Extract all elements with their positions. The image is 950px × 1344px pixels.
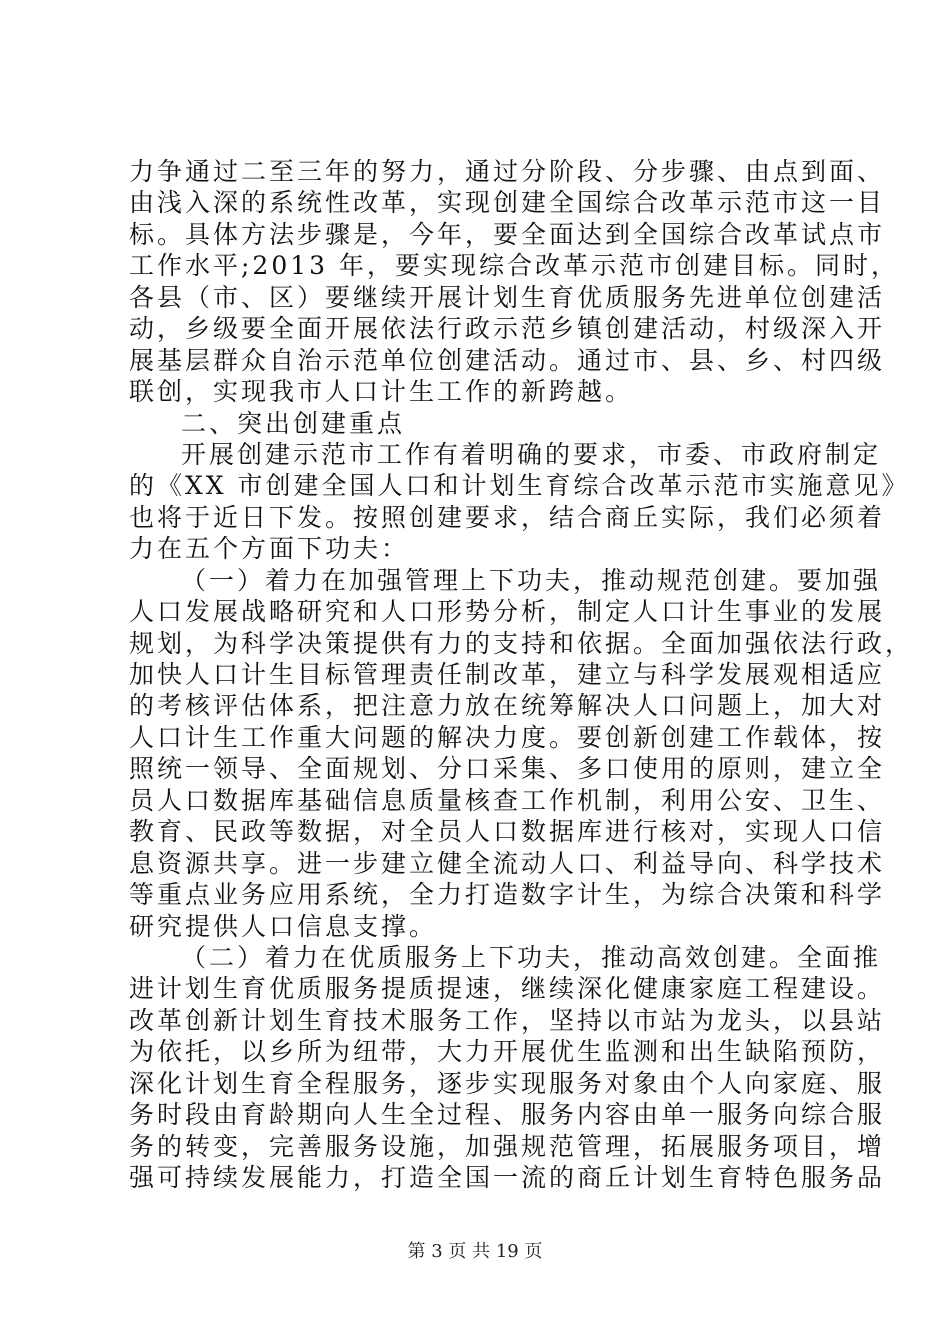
page-footer: 第 3 页 共 19 页 [407, 1241, 543, 1262]
text-line-20: 照统一领导、全面规划、分口采集、多口使用的原则，建立全 [129, 754, 886, 783]
text-line-31: 务时段由育龄期向人生全过程、服务内容由单一服务向综合服 [129, 1100, 886, 1129]
text-line-6: 动，乡级要全面开展依法行政示范乡镇创建活动，村级深入开 [129, 314, 886, 343]
text-line-30: 深化计划生育全程服务，逐步实现服务对象由个人向家庭、服 [129, 1069, 886, 1098]
text-line-18: 的考核评估体系，把注意力放在统筹解决人口问题上，加大对 [129, 691, 886, 720]
text-line-4: 工作水平;2013 年，要实现综合改革示范市创建目标。同时， [129, 251, 899, 280]
text-line-2: 由浅入深的系统性改革，实现创建全国综合改革示范市这一目 [129, 188, 886, 217]
text-line-32: 务的转变，完善服务设施，加强规范管理，拓展服务项目，增 [129, 1132, 886, 1161]
text-line-13: 力在五个方面下功夫： [129, 534, 410, 563]
text-line-10: 开展创建示范市工作有着明确的要求，市委、市政府制定 [181, 440, 882, 469]
text-line-21: 员人口数据库基础信息质量核查工作机制，利用公安、卫生、 [129, 786, 886, 815]
text-line-23: 息资源共享。进一步建立健全流动人口、利益导向、科学技术 [129, 849, 886, 878]
text-line-17: 加快人口计生目标管理责任制改革，建立与科学发展观相适应 [129, 660, 886, 689]
text-line-28: 改革创新计划生育技术服务工作，坚持以市站为龙头，以县站 [129, 1006, 886, 1035]
text-line-3: 标。具体方法步骤是，今年，要全面达到全国综合改革试点市 [129, 220, 886, 249]
text-line-8: 联创，实现我市人口计生工作的新跨越。 [129, 377, 634, 406]
text-line-24: 等重点业务应用系统，全力打造数字计生，为综合决策和科学 [129, 880, 886, 909]
text-line-12: 也将于近日下发。按照创建要求，结合商丘实际，我们必须着 [129, 503, 886, 532]
text-line-7: 展基层群众自治示范单位创建活动。通过市、县、乡、村四级 [129, 346, 886, 375]
text-line-1: 力争通过二至三年的努力，通过分阶段、分步骤、由点到面、 [129, 157, 886, 186]
text-line-26: （二）着力在优质服务上下功夫，推动高效创建。全面推 [181, 943, 882, 972]
text-line-29: 为依托，以乡所为纽带，大力开展优生监测和出生缺陷预防， [129, 1037, 886, 1066]
text-line-25: 研究提供人口信息支撑。 [129, 912, 438, 941]
text-line-5: 各县（市、区）要继续开展计划生育优质服务先进单位创建活 [129, 283, 886, 312]
text-line-22: 教育、民政等数据，对全员人口数据库进行核对，实现人口信 [129, 817, 886, 846]
text-line-33: 强可持续发展能力，打造全国一流的商丘计划生育特色服务品 [129, 1163, 886, 1192]
text-line-11: 的《XX 市创建全国人口和计划生育综合改革示范市实施意见》 [129, 471, 910, 500]
text-line-16: 规划，为科学决策提供有力的支持和依据。全面加强依法行政， [129, 629, 914, 658]
text-line-27: 进计划生育优质服务提质提速，继续深化健康家庭工程建设。 [129, 974, 886, 1003]
section-heading: 二、突出创建重点 [181, 409, 406, 438]
text-line-19: 人口计生工作重大问题的解决力度。要创新创建工作载体，按 [129, 723, 886, 752]
text-line-14: （一）着力在加强管理上下功夫，推动规范创建。要加强 [181, 566, 882, 595]
text-line-15: 人口发展战略研究和人口形势分析，制定人口计生事业的发展 [129, 597, 886, 626]
